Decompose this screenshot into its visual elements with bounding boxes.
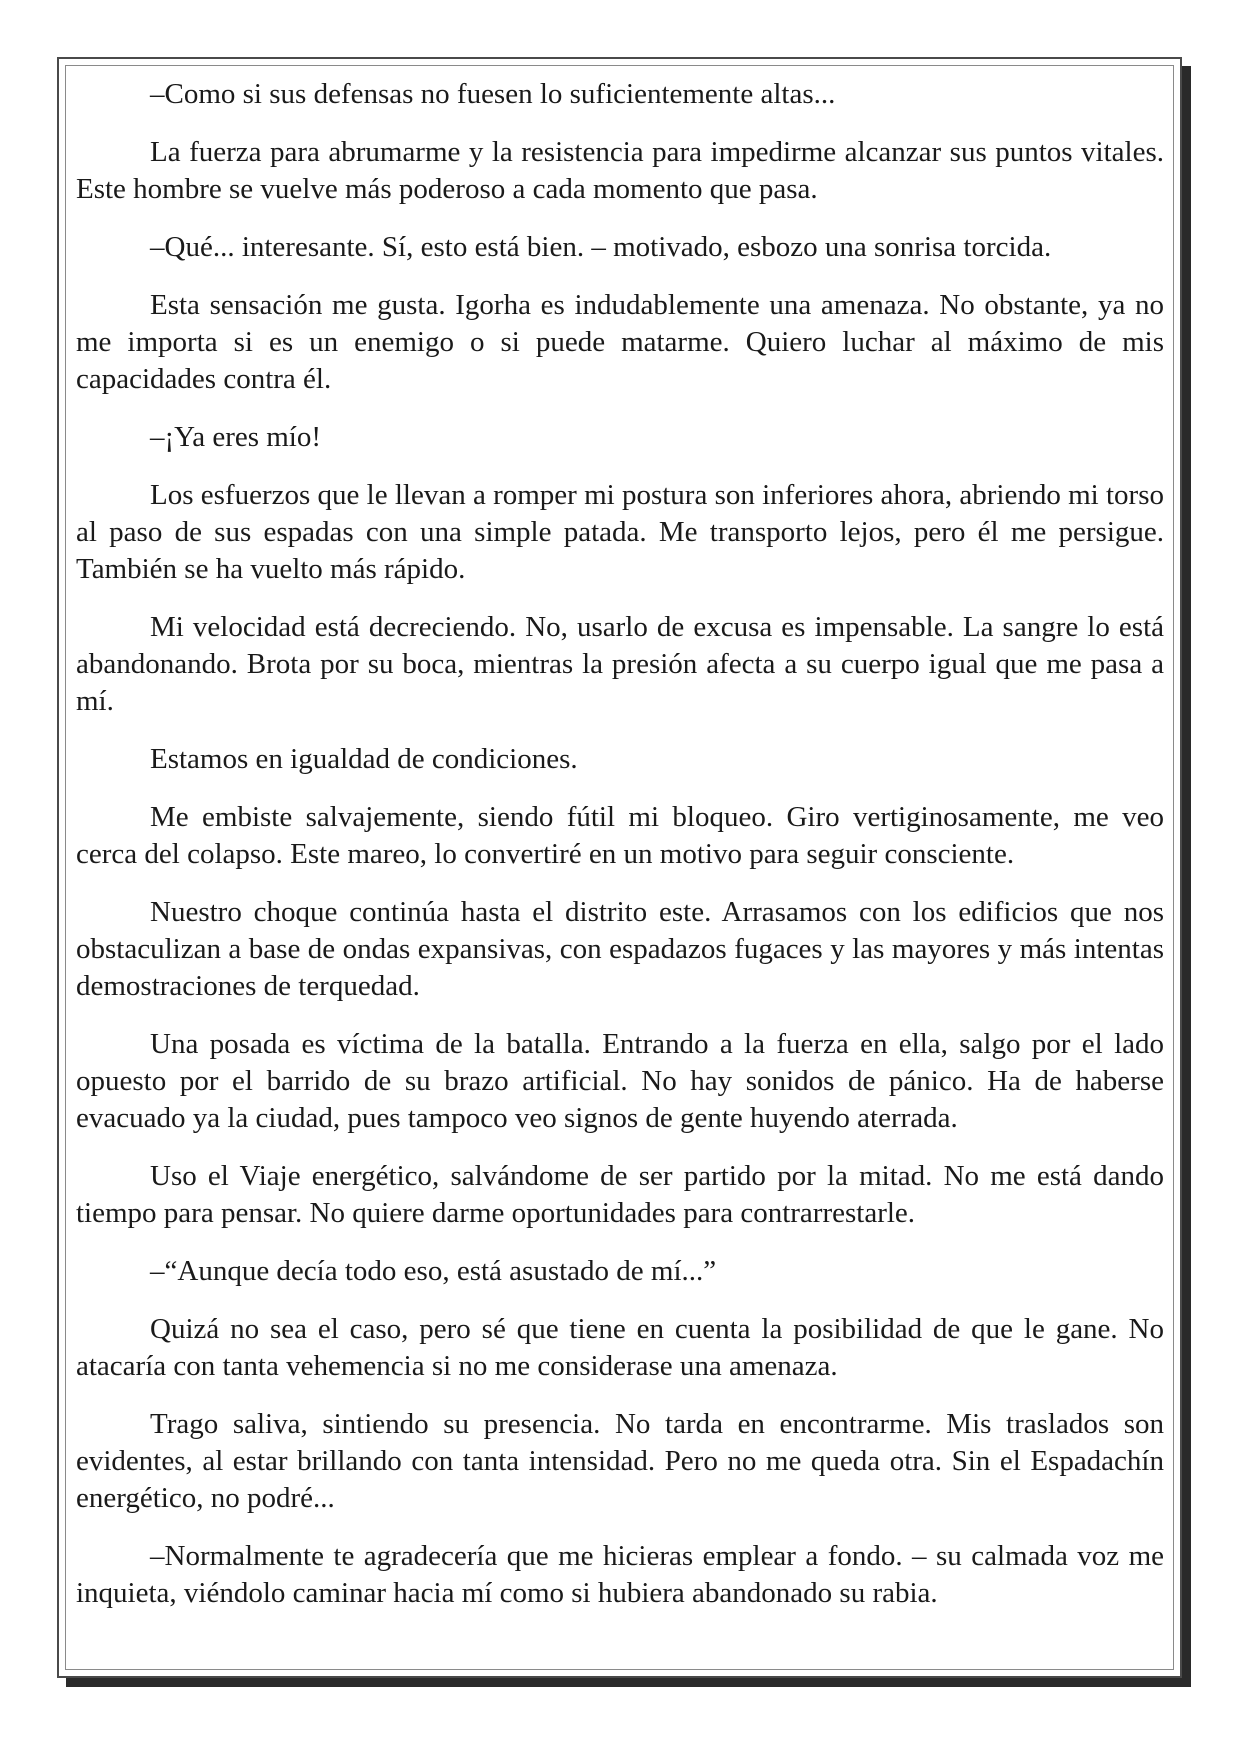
paragraph: Uso el Viaje energético, salvándome de ser partido por la mitad. No me está dando tiempo para pensar. No quiere darme oportunidades para contrarrestarle. — [76, 1160, 1164, 1229]
paragraph: Estamos en igualdad de condiciones. — [150, 743, 578, 775]
paragraph: Esta sensación me gusta. Igorha es indudablemente una amenaza. No obstante, ya no me importa si es un enemigo o si puede matarme. Quiero luchar al máximo de mis capacidades contra él. — [76, 289, 1164, 395]
paragraph: Mi velocidad está decreciendo. No, usarlo de excusa es impensable. La sangre lo está abandonando. Brota por su boca, mientras la presión afecta a su cuerpo igual que me pasa a mí. — [76, 611, 1164, 717]
paragraph: –Qué... interesante. Sí, esto está bien. – motivado, esbozo una sonrisa torcida. — [150, 231, 1052, 263]
paragraph: Trago saliva, sintiendo su presencia. No tarda en encontrarme. Mis traslados son evidentes, al estar brillando con tanta intensidad. Pero no me queda otra. Sin el Espadachín energético, no podré... — [76, 1408, 1164, 1514]
paragraph: Quizá no sea el caso, pero sé que tiene en cuenta la posibilidad de que le gane. No atacaría con tanta vehemencia si no me considerase una amenaza. — [76, 1313, 1164, 1382]
document-body — [76, 76, 1164, 1633]
paragraph: –Como si sus defensas no fuesen lo suficientemente altas... — [150, 78, 836, 110]
paragraph: Nuestro choque continúa hasta el distrito este. Arrasamos con los edificios que nos obstaculizan a base de ondas expansivas, con espadazos fugaces y las mayores y más intentas demostraciones de terquedad. — [76, 896, 1164, 1002]
paragraph: Una posada es víctima de la batalla. Entrando a la fuerza en ella, salgo por el lado opuesto por el barrido de su brazo artificial. No hay sonidos de pánico. Ha de haberse evacuado ya la ciudad, pues tampoco veo signos de gente huyendo aterrada. — [76, 1028, 1164, 1134]
paragraph: –“Aunque decía todo eso, está asustado de mí...” — [150, 1255, 717, 1287]
paragraph: Los esfuerzos que le llevan a romper mi postura son inferiores ahora, abriendo mi torso al paso de sus espadas con una simple patada. Me transporto lejos, pero él me persigue. También se ha vuelto más rápido. — [76, 479, 1164, 585]
paragraph: –¡Ya eres mío! — [150, 421, 322, 453]
paragraph: La fuerza para abrumarme y la resistencia para impedirme alcanzar sus puntos vitales. Este hombre se vuelve más poderoso a cada momento que pasa. — [76, 136, 1164, 205]
paragraph: –Normalmente te agradecería que me hicieras emplear a fondo. – su calmada voz me inquieta, viéndolo caminar hacia mí como si hubiera abandonado su rabia. — [76, 1540, 1164, 1609]
paragraph: Me embiste salvajemente, siendo fútil mi bloqueo. Giro vertiginosamente, me veo cerca del colapso. Este mareo, lo convertiré en un motivo para seguir consciente. — [76, 801, 1164, 870]
